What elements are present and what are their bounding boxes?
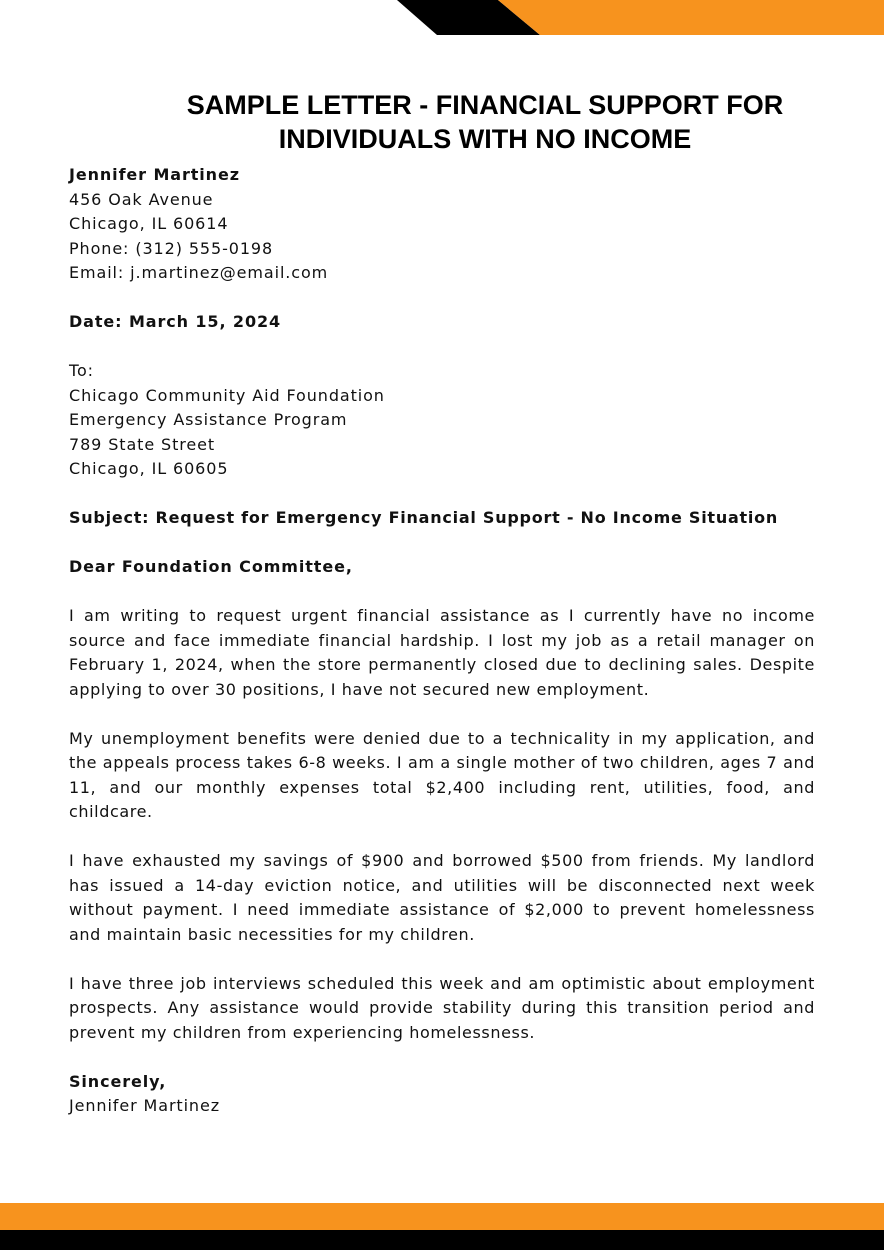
letter-body (69, 163, 815, 1119)
closing: Sincerely, (69, 1071, 167, 1091)
letter-subject: Subject: Request for Emergency Financial Support - No Income Situation (69, 508, 779, 527)
recipient-street: 789 State Street (69, 434, 216, 454)
top-orange-stripe (498, 0, 884, 35)
footer-orange-band (0, 1203, 884, 1230)
recipient-block (69, 359, 815, 482)
salutation: Dear Foundation Committee, (69, 557, 353, 576)
signature-name: Jennifer Martinez (69, 1096, 221, 1115)
sender-block (69, 163, 815, 286)
top-decorative-banner (0, 0, 884, 36)
recipient-to: To: (69, 361, 94, 380)
recipient-city: Chicago, IL 60605 (69, 459, 229, 478)
footer-black-band (0, 1230, 884, 1250)
body-paragraph: I have three job interviews scheduled this week and am optimistic about employment prospects. Any assistance would provide stability during this transition period and prevent my children from experiencing homelessness. (69, 973, 815, 1042)
body-paragraph: My unemployment benefits were denied due to a technicality in my application, and the appeals process takes 6-8 weeks. I am a single mother of two children, ages 7 and 11, and our monthly expenses total $2,400 including rent, utilities, food, and childcare. (69, 728, 815, 821)
sender-email: Email: j.martinez@email.com (69, 263, 329, 282)
recipient-program: Emergency Assistance Program (69, 410, 348, 429)
sender-city: Chicago, IL 60614 (69, 214, 229, 233)
letter-date: Date: March 15, 2024 (69, 312, 282, 331)
sender-phone: Phone: (312) 555-0198 (69, 238, 274, 258)
sender-address: 456 Oak Avenue (69, 189, 214, 209)
body-paragraph: I have exhausted my savings of $900 and borrowed $500 from friends. My landlord has issued a 14-day eviction notice, and utilities will be disconnected next week without payment. I need immediate assistance of $2,000 to prevent homelessness and maintain basic necessities for my children. (69, 851, 815, 944)
page-title: SAMPLE LETTER - FINANCIAL SUPPORT FOR INDIVIDUALS WITH NO INCOME (186, 90, 784, 154)
body-paragraph: I am writing to request urgent financial assistance as I currently have no income source and face immediate financial hardship. I lost my job as a retail manager on February 1, 2024, when the store permanently closed due to declining sales. Despite applying to over 30 positions, I have not secured new employment. (69, 606, 815, 699)
recipient-org: Chicago Community Aid Foundation (69, 385, 385, 405)
sender-name: Jennifer Martinez (69, 165, 240, 184)
